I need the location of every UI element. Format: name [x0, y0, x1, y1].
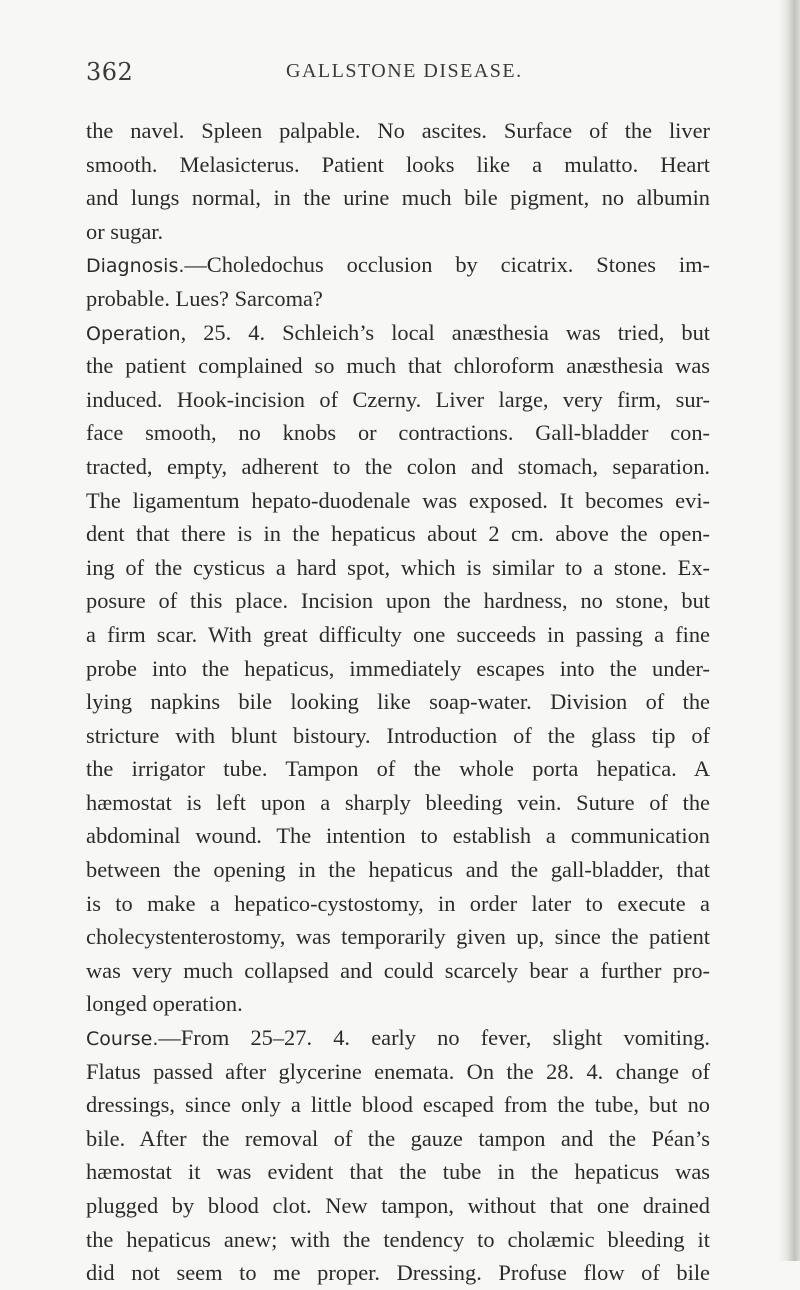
- text-line: did not seem to me proper. Dressing. Profuse flow of bile: [86, 1260, 710, 1286]
- text-segment: —From 25–27. 4. early no fever, slight vomiting.: [158, 1025, 710, 1051]
- text-line: cholecystenterostomy, was temporarily given up, since the patient: [86, 924, 710, 950]
- text-line: smooth. Melasicterus. Patient looks like a mulatto. Heart: [86, 151, 710, 177]
- text-line: hæmostat it was evident that the tube in the hepaticus was: [86, 1159, 710, 1185]
- text-line: ing of the cysticus a hard spot, which is similar to a stone. Ex-: [86, 554, 710, 580]
- text-line: between the opening in the hepaticus and the gall-bladder, that: [86, 857, 710, 883]
- text-line: probable. Lues? Sarcoma?: [86, 285, 323, 311]
- text-line: Flatus passed after glycerine enemata. On the 28. 4. change of: [86, 1058, 710, 1084]
- text-line: and lungs normal, in the urine much bile pigment, no albumin: [86, 185, 710, 211]
- text-segment: —Choledochus occlusion by cicatrix. Stones im-: [184, 252, 710, 278]
- text-line: The ligamentum hepato-duodenale was exposed. It becomes evi-: [86, 487, 710, 513]
- text-line: longed operation.: [86, 991, 243, 1017]
- text-line: tracted, empty, adherent to the colon and stomach, separation.: [86, 453, 710, 479]
- operation-paragraph-first-line: [86, 316, 710, 350]
- text-line: dressings, since only a little blood escaped from the tube, but no: [86, 1092, 710, 1118]
- text-line: a firm scar. With great difficulty one succeeds in passing a fine: [86, 621, 710, 647]
- text-line: or sugar.: [86, 218, 164, 244]
- text-line: the patient complained so much that chloroform anæsthesia was: [86, 353, 710, 379]
- diagnosis-label: Diagnosis.: [86, 255, 185, 278]
- text-line: stricture with blunt bistoury. Introduction of the glass tip of: [86, 722, 710, 748]
- diagnosis-paragraph-first-line: [86, 248, 710, 282]
- text-line: probe into the hepaticus, immediately escapes into the under-: [86, 655, 710, 681]
- text-line: posure of this place. Incision upon the hardness, no stone, but: [86, 588, 710, 614]
- text-line: bile. After the removal of the gauze tampon and the Péan’s: [86, 1125, 710, 1151]
- running-head: GALLSTONE DISEASE.: [286, 60, 523, 82]
- text-line: dent that there is in the hepaticus about 2 cm. above the open-: [86, 521, 710, 547]
- text-line: abdominal wound. The intention to establish a communication: [86, 823, 710, 849]
- text-line: the navel. Spleen palpable. No ascites. Surface of the liver: [86, 118, 710, 143]
- page-edge-shadow: [778, 0, 800, 1261]
- text-line: face smooth, no knobs or contractions. Gall-bladder con-: [86, 420, 710, 446]
- text-line: lying napkins bile looking like soap-water. Division of the: [86, 689, 710, 715]
- text-line: was very much collapsed and could scarcely bear a further pro-: [86, 957, 710, 983]
- text-line: induced. Hook-incision of Czerny. Liver large, very firm, sur-: [86, 386, 710, 412]
- page-number: 362: [86, 58, 134, 86]
- course-label: Course.: [86, 1028, 159, 1051]
- text-line: plugged by blood clot. New tampon, without that one drained: [86, 1193, 710, 1218]
- text-line: the hepaticus anew; with the tendency to cholæmic bleeding it: [86, 1226, 710, 1252]
- course-paragraph-first-line: [86, 1021, 710, 1055]
- operation-label: Operation: [86, 322, 181, 345]
- body-text: [86, 114, 710, 1290]
- text-line: hæmostat is left upon a sharply bleeding vein. Suture of the: [86, 789, 710, 815]
- text-line: the irrigator tube. Tampon of the whole porta hepatica. A: [86, 756, 710, 782]
- page-header: [86, 58, 712, 94]
- text-line: is to make a hepatico-cystostomy, in order later to execute a: [86, 890, 710, 916]
- text-segment: , 25. 4. Schleich’s local anæsthesia was tried, but: [180, 319, 710, 345]
